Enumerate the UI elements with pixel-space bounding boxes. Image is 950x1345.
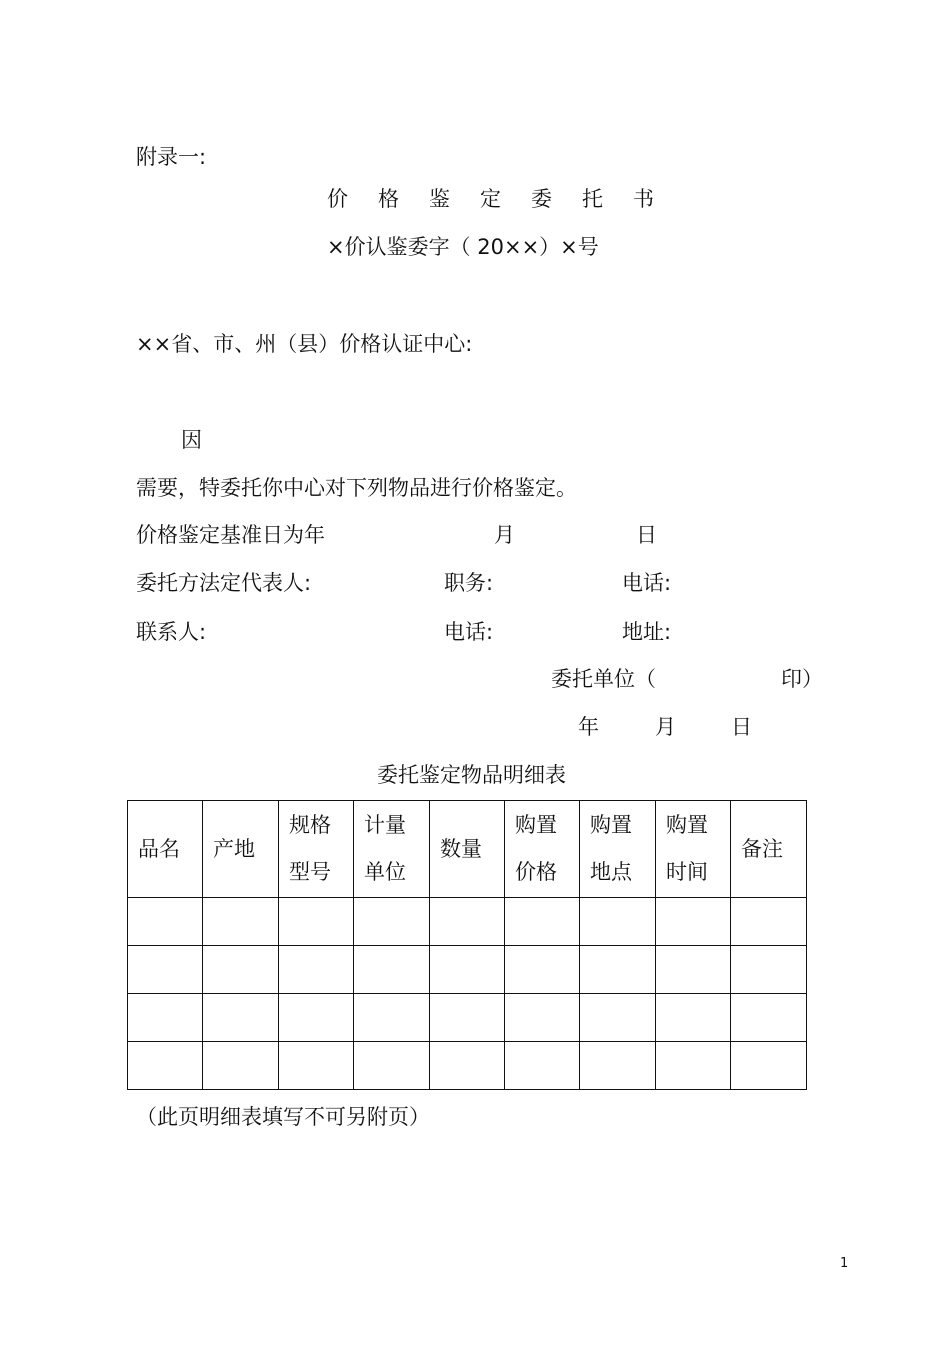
table-cell: [203, 994, 279, 1042]
table-cell: [656, 994, 731, 1042]
table-cell: [354, 1042, 430, 1090]
column-header-line: 产地: [213, 836, 255, 861]
seal-stamp: 印）: [781, 667, 823, 691]
table-cell: [279, 1042, 354, 1090]
table-cell: [731, 994, 807, 1042]
column-header-line: 计量: [364, 813, 406, 837]
column-header-line: 购置: [590, 813, 632, 837]
table-header-row: [128, 801, 807, 898]
column-header: [580, 801, 656, 898]
legal-rep-phone: 电话:: [622, 571, 672, 595]
table-cell: [354, 898, 430, 946]
seal-unit: 委托单位（: [551, 667, 656, 691]
table-cell: [279, 994, 354, 1042]
table-cell: [505, 994, 580, 1042]
table-title: 委托鉴定物品明细表: [377, 763, 566, 787]
table-cell: [203, 946, 279, 994]
column-header: [128, 801, 203, 898]
column-header: [505, 801, 580, 898]
table-cell: [731, 1042, 807, 1090]
table-cell: [203, 1042, 279, 1090]
table-cell: [354, 994, 430, 1042]
table-cell: [430, 946, 505, 994]
document-number: ×价认鉴委字（ 20××）×号: [327, 235, 599, 259]
table-cell: [354, 946, 430, 994]
reason-prefix: 因: [181, 428, 202, 452]
table-cell: [505, 898, 580, 946]
sign-date-month: 月: [655, 715, 676, 739]
legal-rep-position: 职务:: [444, 571, 494, 595]
document-title: 价格鉴定委托书: [327, 187, 684, 211]
legal-rep-label: 委托方法定代表人:: [136, 571, 312, 595]
column-header-line: 数量: [440, 836, 482, 861]
table-row: [128, 898, 807, 946]
table-cell: [656, 946, 731, 994]
base-date-month: 月: [494, 523, 515, 547]
table-cell: [430, 994, 505, 1042]
table-cell: [128, 898, 203, 946]
table-cell: [580, 994, 656, 1042]
column-header-line: 品名: [138, 836, 180, 861]
column-header-line: 型号: [289, 860, 331, 884]
column-header-line: 价格: [515, 860, 557, 884]
table-cell: [128, 994, 203, 1042]
table-cell: [656, 1042, 731, 1090]
table-cell: [580, 898, 656, 946]
column-header-line: 购置: [515, 813, 557, 837]
column-header-line: 规格: [289, 813, 331, 837]
footnote: （此页明细表填写不可另附页）: [136, 1105, 430, 1129]
base-date-day: 日: [636, 523, 657, 547]
column-header-line: 购置: [666, 813, 708, 837]
sign-date-day: 日: [731, 715, 752, 739]
column-header: [354, 801, 430, 898]
table-row: [128, 994, 807, 1042]
column-header-line: 时间: [666, 860, 708, 884]
contact-phone: 电话:: [444, 620, 494, 644]
column-header-line: 地点: [590, 860, 632, 884]
table-body: [128, 898, 807, 1090]
column-header-line: 单位: [364, 860, 406, 884]
table-cell: [128, 946, 203, 994]
request-text: 需要，特委托你中心对下列物品进行价格鉴定。: [136, 476, 577, 500]
table-cell: [580, 946, 656, 994]
table-cell: [505, 946, 580, 994]
contact-label: 联系人:: [136, 620, 207, 644]
item-detail-table: [127, 800, 807, 1090]
sign-date-year: 年: [578, 715, 599, 739]
table-cell: [731, 898, 807, 946]
contact-address: 地址:: [622, 620, 672, 644]
table-cell: [505, 1042, 580, 1090]
page-number: 1: [840, 1256, 849, 1271]
table-cell: [731, 946, 807, 994]
table-cell: [656, 898, 731, 946]
table-row: [128, 946, 807, 994]
column-header-line: 备注: [741, 836, 783, 861]
table-cell: [430, 1042, 505, 1090]
base-date-label: 价格鉴定基准日为年: [136, 523, 325, 547]
table-cell: [203, 898, 279, 946]
table-cell: [279, 898, 354, 946]
appendix-label: 附录一:: [136, 145, 207, 169]
table-row: [128, 1042, 807, 1090]
column-header: [656, 801, 731, 898]
table-cell: [128, 1042, 203, 1090]
table-cell: [580, 1042, 656, 1090]
addressee: ××省、市、州（县）价格认证中心:: [136, 332, 473, 356]
column-header: [279, 801, 354, 898]
column-header: [203, 801, 279, 898]
column-header: [731, 801, 807, 898]
table-cell: [430, 898, 505, 946]
table-cell: [279, 946, 354, 994]
column-header: [430, 801, 505, 898]
